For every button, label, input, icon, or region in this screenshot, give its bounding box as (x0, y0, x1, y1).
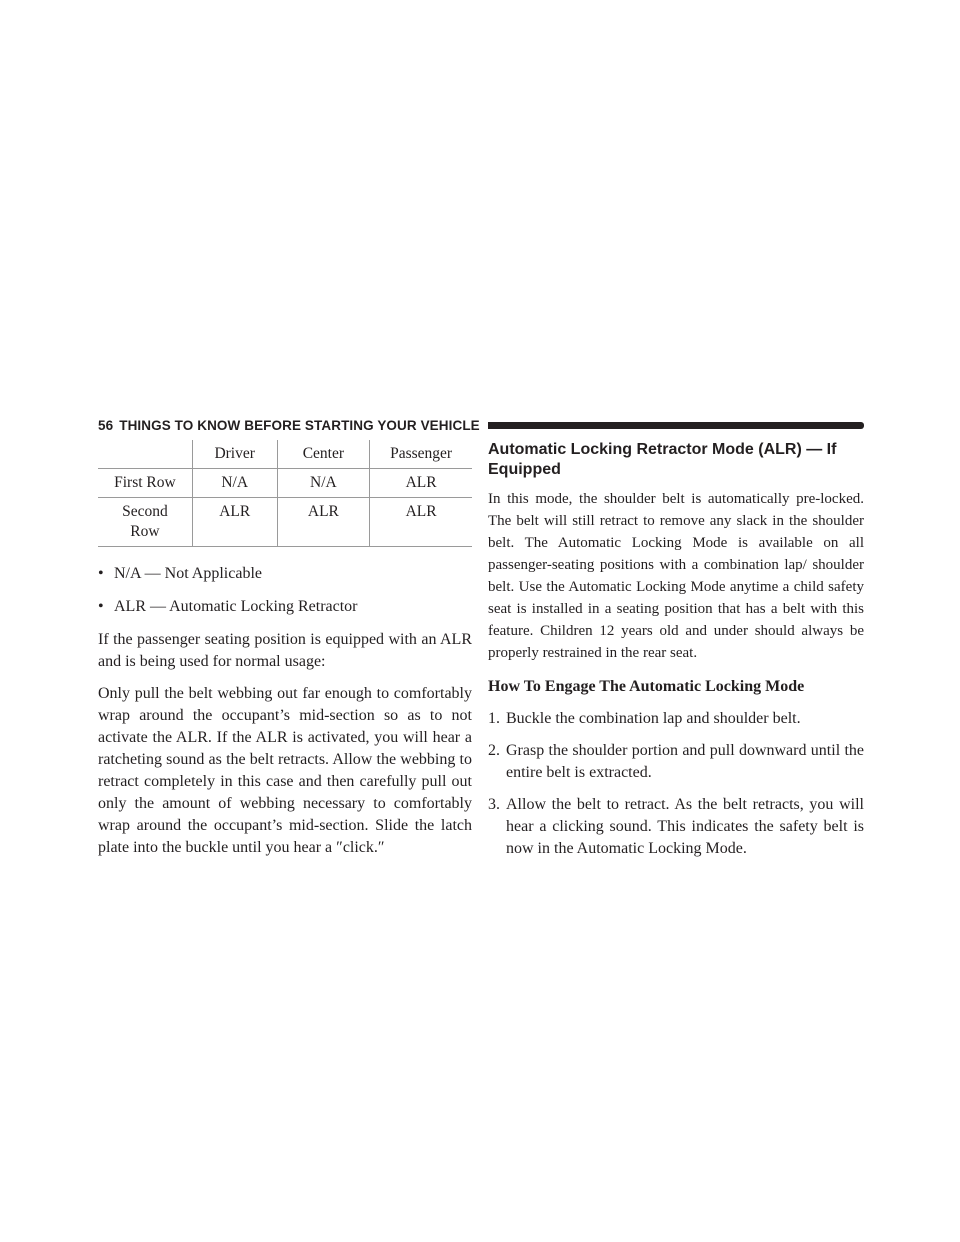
step-text: Grasp the shoulder portion and pull downward until the entire belt is extracted. (506, 742, 864, 781)
step-number: 3. (488, 796, 500, 813)
steps-list (488, 708, 864, 860)
paragraph: If the passenger seating position is equipped with an ALR and is being used for normal usage: (98, 631, 472, 670)
table-row (98, 498, 472, 547)
step-text: Buckle the combination lap and shoulder belt. (506, 710, 801, 727)
table-header-cell: Center (277, 440, 370, 469)
paragraph: In this mode, the shoulder belt is automatically pre-locked. The belt will still retract to remove any slack in the shoulder belt. The Automatic Locking Mode is available on all passenger-seating positions with a combination lap/ shoulder belt. Use the Automatic Locking Mode anytime a child safety seat is installed in a seating position that has a belt with this feature. Children 12 years old and under should always be properly restrained in the rear seat. (488, 491, 864, 661)
seating-retractor-table (98, 440, 472, 547)
list-item: • ALR — Automatic Locking Retractor (98, 596, 472, 618)
table-cell: ALR (370, 498, 472, 547)
table-cell: Second Row (98, 498, 192, 547)
table-cell: ALR (192, 498, 277, 547)
list-item (488, 740, 864, 784)
table-cell: N/A (192, 469, 277, 498)
table-header-cell (98, 440, 192, 469)
section-header-title: THINGS TO KNOW BEFORE STARTING YOUR VEHICLE (119, 417, 480, 433)
page-number: 56 (98, 417, 114, 433)
table-header-row (98, 440, 472, 469)
step-number: 2. (488, 742, 500, 759)
table-header-cell: Driver (192, 440, 277, 469)
step-text: Allow the belt to retract. As the belt retracts, you will hear a clicking sound. This indicates the safety belt is now in the Automatic Locking Mode. (506, 796, 864, 857)
subheading: How To Engage The Automatic Locking Mode (488, 678, 805, 695)
abbreviation-list (98, 563, 472, 618)
page-header (98, 416, 864, 434)
table-row (98, 469, 472, 498)
step-number: 1. (488, 710, 500, 727)
table-cell: ALR (277, 498, 370, 547)
table-cell: First Row (98, 469, 192, 498)
table-cell: N/A (277, 469, 370, 498)
paragraph: Only pull the belt webbing out far enough to comfortably wrap around the occupant’s mid-section so as to not activate the ALR. If the ALR is activated, you will hear a ratcheting sound as the belt retracts. Allow the webbing to retract completely in this case and then carefully pull out only the amount of webbing necessary to comfortably wrap around the occupant’s mid-section. Slide the latch plate into the buckle until you hear a ″click.″ (98, 685, 472, 856)
table-header-cell: Passenger (370, 440, 472, 469)
list-item (488, 708, 864, 730)
section-heading: Automatic Locking Retractor Mode (ALR) — If Equipped (488, 441, 837, 478)
list-item: • N/A — Not Applicable (98, 563, 472, 585)
right-column (488, 440, 864, 870)
table-cell: ALR (370, 469, 472, 498)
left-column (98, 440, 472, 869)
header-rule (488, 422, 864, 429)
list-item (488, 794, 864, 860)
